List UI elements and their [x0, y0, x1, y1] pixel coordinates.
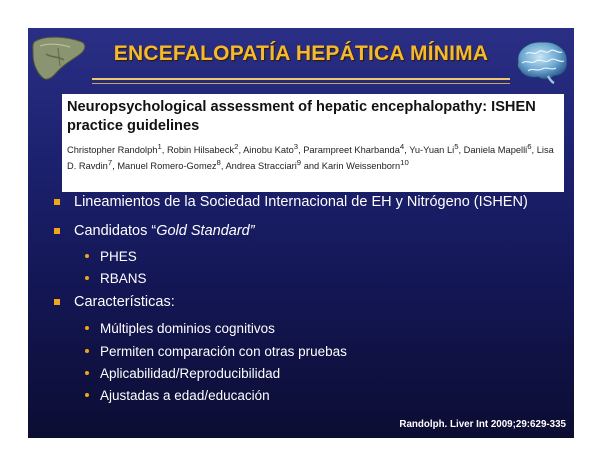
sub-bullet-text: Ajustadas a edad/educación — [100, 388, 270, 403]
author-separator: , — [404, 145, 410, 156]
author-separator: , — [238, 145, 244, 156]
sub-bullet-text: RBANS — [100, 271, 147, 286]
author-separator: , — [298, 145, 304, 156]
author-name: Karin Weissenborn — [321, 160, 401, 171]
author-affiliation: 4 — [399, 142, 405, 151]
author-separator: , — [161, 145, 167, 156]
author-affiliation: 5 — [454, 142, 459, 151]
dot-bullet-icon — [85, 393, 89, 397]
author-name: Lisa D. Ravdin — [67, 145, 554, 171]
author-affiliation: 1 — [157, 142, 162, 151]
author-affiliation: 6 — [527, 142, 532, 151]
author-affiliation: 8 — [216, 157, 221, 167]
bullet-list — [28, 28, 574, 438]
author-separator: , — [458, 145, 464, 156]
author-affiliation: 2 — [234, 142, 239, 151]
square-bullet-icon — [54, 299, 60, 305]
bullet-text-italic: Gold Standard” — [156, 223, 255, 239]
author-separator: and — [301, 160, 322, 171]
bullet-text: Características: — [74, 294, 175, 310]
author-name: Parampreet Kharbanda — [303, 145, 400, 156]
author-affiliation: 10 — [400, 157, 409, 167]
dot-bullet-icon — [85, 254, 89, 258]
author-separator: , — [112, 160, 118, 171]
author-name: Daniela Mapelli — [463, 145, 528, 156]
dot-bullet-icon — [85, 326, 89, 330]
citation: Randolph. Liver Int 2009;29:629-335 — [399, 419, 566, 430]
dot-bullet-icon — [85, 371, 89, 375]
author-name: Robin Hilsabeck — [166, 145, 235, 156]
square-bullet-icon — [54, 228, 60, 234]
author-name: Yu-Yuan Li — [409, 145, 455, 156]
author-name: Manuel Romero-Gomez — [117, 160, 217, 171]
author-name: Andrea Stracciari — [225, 160, 297, 171]
sub-bullet-text: Múltiples dominios cognitivos — [100, 321, 275, 336]
author-affiliation: 7 — [107, 157, 113, 167]
slide-title: ENCEFALOPATÍA HEPÁTICA MÍNIMA — [113, 42, 489, 65]
square-bullet-icon — [54, 199, 60, 205]
sub-bullet-text: Aplicabilidad/Reproducibilidad — [100, 366, 281, 381]
author-affiliation: 9 — [296, 157, 302, 167]
dot-bullet-icon — [85, 276, 89, 280]
author-separator: , — [531, 145, 537, 156]
bullet-text: Lineamientos de la Sociedad Internacional de EH y Nitrógeno (ISHEN) — [74, 194, 528, 210]
author-separator: , — [220, 160, 226, 171]
slide — [28, 28, 574, 438]
dot-bullet-icon — [85, 349, 89, 353]
paper-title: Neuropsychological assessment of hepatic encephalopathy: ISHEN practice guidelines — [67, 99, 536, 134]
bullet-text-prefix: Candidatos “ — [74, 223, 157, 239]
author-affiliation: 3 — [293, 142, 299, 151]
sub-bullet-text: Permiten comparación con otras pruebas — [100, 344, 347, 359]
author-name: Christopher Randolph — [67, 145, 158, 156]
author-name: Ainobu Kato — [243, 145, 294, 156]
sub-bullet-text: PHES — [100, 249, 137, 264]
bullet-text — [74, 223, 255, 239]
